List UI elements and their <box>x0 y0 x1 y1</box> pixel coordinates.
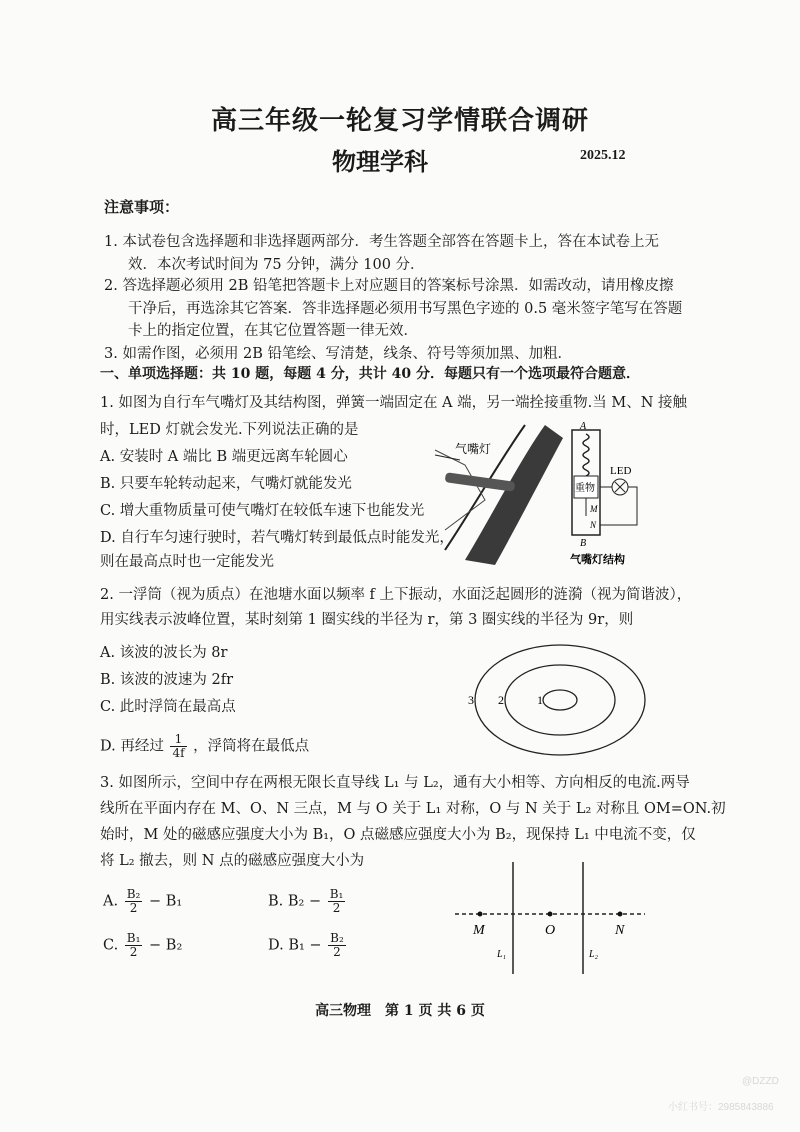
q3-stem-3: 始时，M 处的磁感应强度大小为 B₁，O 点磁感应强度大小为 B₂，现保持 L₁ 中电流不变，仅 <box>100 827 696 843</box>
notice-heading: 注意事项： <box>104 198 180 216</box>
spring <box>583 434 589 476</box>
q3-c-fraction <box>125 932 143 959</box>
q2-stem-2: 用实线表示波峰位置，某时刻第 1 圈实线的半径为 r，第 3 圈实线的半径为 9r，则 <box>100 612 634 628</box>
q3-option-a <box>103 888 182 915</box>
ripple-label-3: 3 <box>468 693 474 707</box>
q3-d-label: D. <box>268 937 284 954</box>
subject-title: 物理学科 <box>332 147 428 176</box>
q3-option-d <box>268 932 348 959</box>
q3-a-tail: − B₁ <box>148 893 183 910</box>
q3-c-label: C. <box>103 937 119 954</box>
point-n <box>618 912 623 917</box>
ripple-label-2: 2 <box>498 693 504 707</box>
notice-line-5: 卡上的指定位置，在其它位置答题一律无效． <box>128 323 418 339</box>
notice-line-2: 效．本次考试时间为 75 分钟，满分 100 分． <box>128 257 425 273</box>
q2-option-d-fraction <box>170 733 186 760</box>
label-m: M <box>590 504 598 514</box>
watermark-logo: @DZZD <box>742 1076 779 1087</box>
q3-stem-4: 将 L₂ 撤去，则 N 点的磁感应强度大小为 <box>100 853 365 869</box>
q3-a-den: 2 <box>129 901 138 915</box>
q3-c-tail: − B₂ <box>149 937 183 954</box>
q2-option-d-suffix: ，浮筒将在最低点 <box>193 738 310 755</box>
q2-stem-1: 2. 一浮筒（视为质点）在池塘水面以频率 f 上下振动，水面泛起圆形的涟漪（视为简谐波）， <box>100 587 692 603</box>
q2-option-a: A. 该波的波长为 8r <box>100 645 228 661</box>
q3-b-label: B. <box>268 893 284 910</box>
led-label: LED <box>610 465 632 477</box>
q1-option-d-cont: 则在最高点时也一定能发光 <box>100 554 274 570</box>
q1-tire-figure <box>425 420 565 570</box>
ripple-2 <box>505 665 615 735</box>
valve-lamp <box>445 472 516 492</box>
q3-d-den: 2 <box>333 945 341 959</box>
q3-a-label: A. <box>103 893 119 910</box>
watermark-text: 小红书号：2985843886 <box>668 1102 774 1113</box>
ripple-1 <box>543 690 577 710</box>
q3-d-head: B₁ − <box>288 937 322 954</box>
label-n-point: N <box>615 923 625 938</box>
q3-b-num: B₁ <box>329 887 344 901</box>
label-l2: L₂ <box>589 949 599 960</box>
ripple-label-1: 1 <box>537 693 543 707</box>
notice-line-4: 干净后，再选涂其它答案．答非选择题必须用书写黑色字迹的 0.5 毫米签字笔写在答题 <box>128 301 683 317</box>
q3-c-den: 2 <box>129 945 138 959</box>
notice-line-3: 2. 答选择题必须用 2B 铅笔把答题卡上对应题目的答案标号涂黑．如需改动，请用橡皮擦 <box>104 278 674 294</box>
page-footer: 高三物理 第 1 页 共 6 页 <box>315 1003 485 1019</box>
q2-option-d <box>100 733 309 760</box>
frac-num: 1 <box>170 733 186 747</box>
structure-caption: 气嘴灯结构 <box>570 554 625 566</box>
point-m <box>478 912 483 917</box>
q2-ripple-figure <box>460 640 650 765</box>
q3-c-num: B₁ <box>126 931 141 945</box>
exam-date: 2025.12 <box>580 148 626 163</box>
label-a: A <box>580 421 587 432</box>
q1-option-a: A. 安装时 A 端比 B 端更远离车轮圆心 <box>100 449 348 465</box>
notice-line-1: 1. 本试卷包含选择题和非选择题两部分．考生答题全部答在答题卡上，答在本试卷上无 <box>104 234 659 250</box>
section-heading: 一、单项选择题：共 10 题，每题 4 分，共计 40 分．每题只有一个选项最符合题意． <box>100 366 640 382</box>
q1-structure-figure <box>562 420 662 570</box>
q1-option-b: B. 只要车轮转动起来，气嘴灯就能发光 <box>100 476 352 492</box>
q1-option-c: C. 增大重物质量可使气嘴灯在较低车速下也能发光 <box>100 503 425 519</box>
q3-option-b <box>268 888 347 915</box>
q3-a-fraction <box>125 888 143 915</box>
label-l1: L₁ <box>497 949 507 960</box>
wire-2 <box>600 487 637 525</box>
notice-line-6: 3. 如需作图，必须用 2B 铅笔绘、写清楚，线条、符号等须加黑、加粗． <box>104 346 573 362</box>
q1-stem-1: 1. 如图为自行车气嘴灯及其结构图，弹簧一端固定在 A 端，另一端拴接重物.当 M、N 接触 <box>100 395 687 411</box>
q3-d-fraction <box>328 932 346 959</box>
q1-option-d: D. 自行车匀速行驶时，若气嘴灯转到最低点时能发光， <box>100 530 454 546</box>
q3-d-num: B₂ <box>330 931 344 945</box>
spoke-lines <box>435 450 485 530</box>
frac-den: 4f <box>172 746 185 760</box>
label-n: N <box>590 520 597 530</box>
q3-b-fraction <box>328 888 346 915</box>
q3-stem-2: 线所在平面内存在 M、O、N 三点，M 与 O 关于 L₁ 对称，O 与 N 关于 L₂ 对称且 OM=ON.初 <box>100 801 726 817</box>
q3-a-num: B₂ <box>126 887 141 901</box>
q3-b-head: B₂ − <box>287 893 322 910</box>
label-o-point: O <box>545 923 556 938</box>
q3-option-c <box>103 932 182 959</box>
q2-option-b: B. 该波的波速为 2fr <box>100 672 234 688</box>
q2-option-c: C. 此时浮筒在最高点 <box>100 699 236 715</box>
label-b: B <box>580 538 587 549</box>
q2-option-d-prefix: D. 再经过 <box>100 738 164 755</box>
exam-title: 高三年级一轮复习学情联合调研 <box>210 106 589 136</box>
lamp-label: 气嘴灯 <box>455 442 492 456</box>
q1-stem-2: 时，LED 灯就会发光.下列说法正确的是 <box>100 422 359 438</box>
q3-stem-1: 3. 如图所示，空间中存在两根无限长直导线 L₁ 与 L₂，通有大小相等、方向相反的电流.两导 <box>100 775 690 791</box>
weight-label: 重物 <box>575 483 595 494</box>
q3-b-den: 2 <box>332 901 341 915</box>
point-o <box>548 912 553 917</box>
label-m-point: M <box>473 923 485 938</box>
q3-wire-figure <box>455 862 655 977</box>
